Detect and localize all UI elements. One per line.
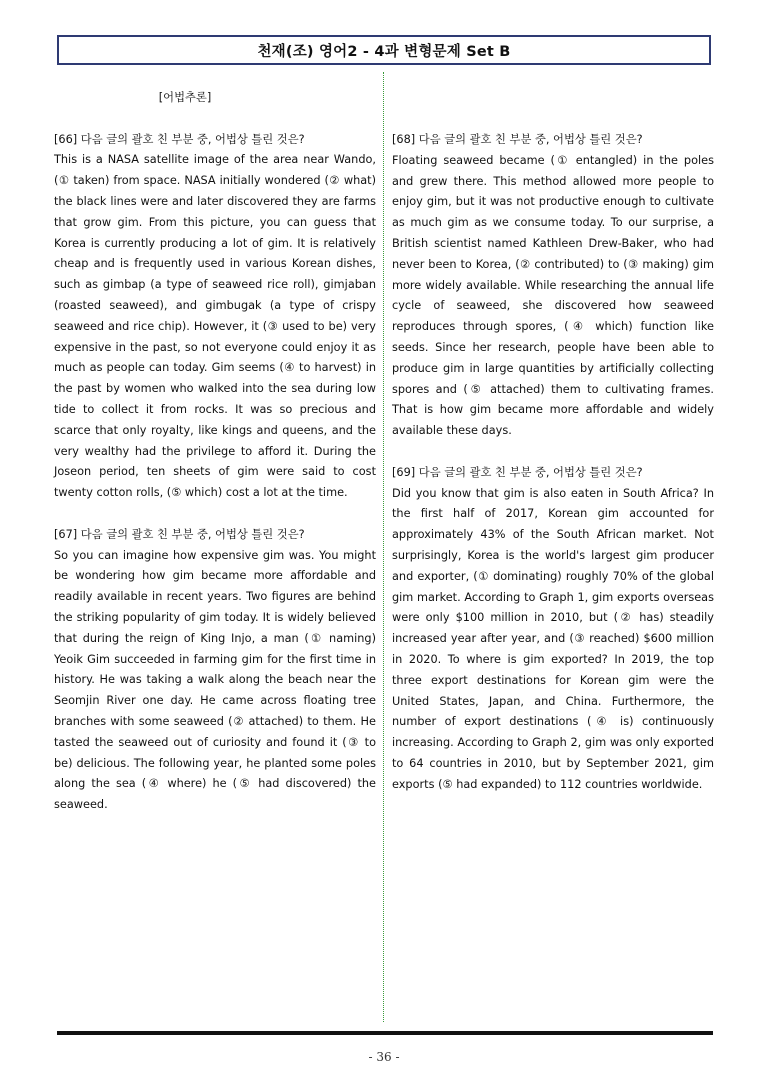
question-67-body: So you can imagine how expensive gim was. You might be wondering how gim became more affordable and readily available in recent years. Two figures are behind the striking popularity of gim today. It is widely believed that during the reign of King Injo, a man (① naming) Yeoik Gim succeeded in farming gim for the first time in history. He was taking a walk along the beach near the Seomjin River one day. He came across floating tree branches with some seaweed (② attached) to them. He tasted the seaweed out of curiosity and found it (③ to be) delicious. The following year, he planted some poles along the sea (④ where) he (⑤ had discovered) the seaweed. xyxy=(54,548,376,812)
question-66-title: [66] 다음 글의 괄호 친 부분 중, 어법상 틀린 것은? xyxy=(54,132,305,146)
question-68-title: [68] 다음 글의 괄호 친 부분 중, 어법상 틀린 것은? xyxy=(392,133,643,146)
column-divider xyxy=(383,72,384,1022)
right-column xyxy=(392,130,714,796)
page-number: - 36 - xyxy=(368,1050,400,1064)
question-66-body: This is a NASA satellite image of the area near Wando, (① taken) from space. NASA initially wondered (② what) the black lines were and later discovered they are farms that grow gim. From this picture, you can guess that Korea is currently producing a lot of gim. It is relatively cheap and is frequently used in various Korean dishes, such as gimbap (a type of seaweed rice roll), gimjaban (roasted seaweed), and gimbugak (a type of crispy seaweed and rice chip). However, it (③ used to be) very expensive in the past, so not everyone could enjoy it as much as people can today. Gim seems (④ to harvest) in the past by women who walked into the sea during low tide to collect it from rocks. It was so precious and scarce that only royalty, like kings and queens, and the very wealthy had the privilege to afford it. During the Joseon period, ten sheets of gim were said to cost twenty cotton rolls, (⑤ which) cost a lot at the time. xyxy=(54,153,376,500)
question-69-body: Did you know that gim is also eaten in South Africa? In the first half of 2017, Korean gim accounted for approximately 43% of the South African market. Not surprisingly, Korea is the world's largest gim producer and exporter, (① dominating) roughly 70% of the global gim market. According to Graph 1, gim exports overseas were only $100 million in 2010, but (② has) steadily increased year after year, and (③ reached) $600 million in 2020. To where is gim exported? In 2019, the top three export destinations for Korean gim were the United States, Japan, and China. Furthermore, the number of export destinations (④ is) continuously increasing. According to Graph 2, gim was only exported to 64 countries in 2010, but by September 2021, gim exports (⑤ had expanded) to 112 countries worldwide. xyxy=(392,486,714,791)
footer-rule xyxy=(57,1031,713,1035)
question-67-title: [67] 다음 글의 괄호 친 부분 중, 어법상 틀린 것은? xyxy=(54,527,305,541)
page-title: 천재(조) 영어2 - 4과 변형문제 Set B xyxy=(257,43,511,60)
question-68-body: Floating seaweed became (① entangled) in the poles and grew there. This method allowed more people to enjoy gim, but it was not productive enough to cultivate as much gim as we consume today. To our surprise, a British scientist named Kathleen Drew-Baker, who had never been to Korea, (② contributed) to (③ making) gim more widely available. While researching the annual life cycle of seaweed, she discovered how seaweed reproduces through spores, (④ which) function like seeds. Since her research, people have been able to produce gim in large quantities by artificially collecting spores and (⑤ attached) them to cultivating frames. That is how gim became more affordable and widely available these days. xyxy=(392,153,714,438)
page-header xyxy=(57,35,711,65)
section-label: [어법추론] xyxy=(158,91,212,104)
left-column xyxy=(54,88,376,816)
question-69-title: [69] 다음 글의 괄호 친 부분 중, 어법상 틀린 것은? xyxy=(392,465,643,479)
